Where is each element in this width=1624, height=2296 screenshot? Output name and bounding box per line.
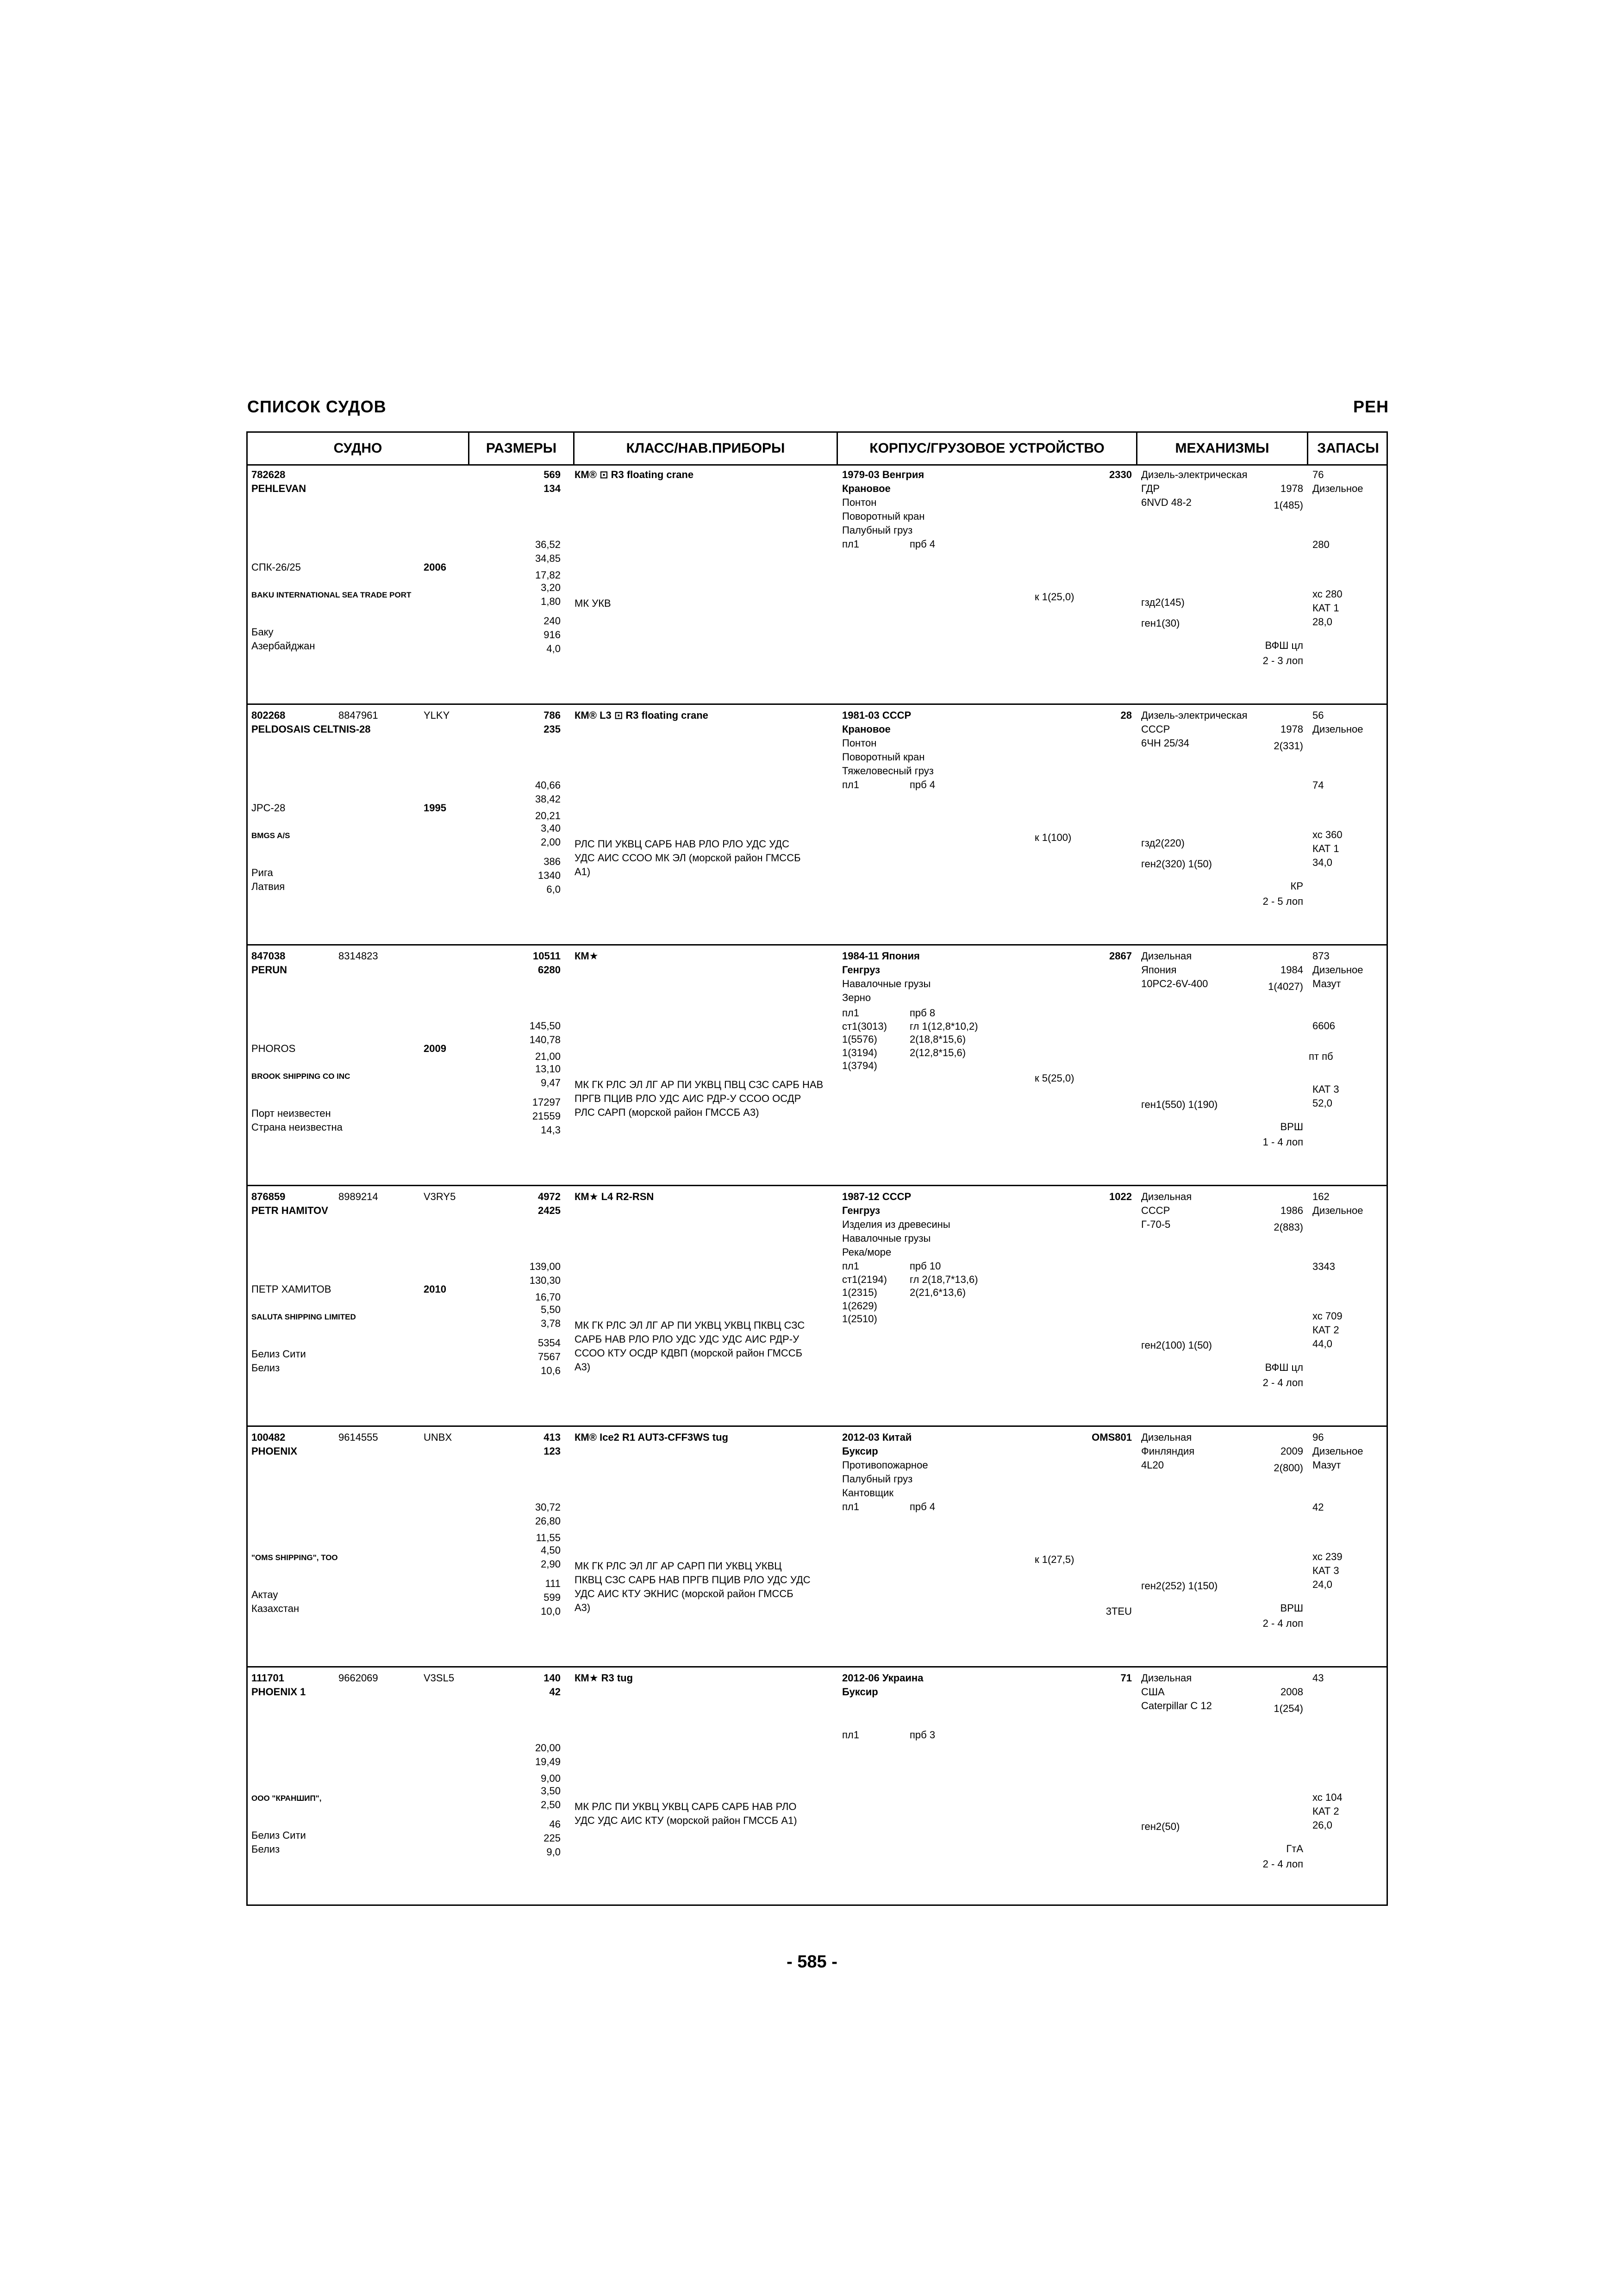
engine-info: 6ЧН 25/34 — [1141, 737, 1189, 749]
engine-info: 6NVD 48-2 — [1141, 497, 1192, 508]
boiler-info: гзд2(220) — [1141, 837, 1185, 849]
ship-imo: 8314823 — [338, 950, 378, 962]
dimension-value: 17297 — [532, 1096, 561, 1108]
dimension-value: 10,0 — [541, 1605, 561, 1617]
stock-info: Дизельное — [1312, 1205, 1363, 1216]
cargo-hatch: 2(21,6*13,6) — [910, 1287, 966, 1298]
dimension-value: 123 — [543, 1445, 561, 1457]
dimension-value: 240 — [543, 615, 561, 627]
ship-entry — [248, 1427, 1387, 1668]
ship-port: Белиз Сити — [251, 1348, 306, 1360]
stock-class: КАТ 2 — [1312, 1805, 1339, 1817]
stock-class: хс 709 — [1312, 1310, 1343, 1322]
dimension-value: 9,0 — [546, 1846, 561, 1858]
generator-info: ген2(50) — [1141, 1821, 1180, 1832]
dimension-value: 6,0 — [546, 884, 561, 895]
dimension-value: 30,72 — [535, 1501, 561, 1513]
hull-type: Изделия из древесины — [842, 1219, 950, 1230]
nav-equipment: ССОО КТУ ОСДР КДВП (морской район ГМССБ — [575, 1347, 803, 1359]
ship-country: Белиз — [251, 1362, 280, 1374]
stock-volume: 280 — [1312, 539, 1330, 550]
ship-name: PELDOSAIS CELTNIS-28 — [251, 723, 371, 735]
stock-class: КАТ 2 — [1312, 1324, 1339, 1336]
nav-equipment: УДС АИС КТУ ЭКНИС (морской район ГМССБ — [575, 1588, 793, 1599]
engine-info: ГДР — [1141, 483, 1160, 494]
ship-entry — [248, 946, 1387, 1186]
hull-number: 28 — [1120, 709, 1132, 721]
engine-count: 1(254) — [1274, 1703, 1303, 1714]
stock-class: КАТ 1 — [1312, 843, 1339, 854]
dimension-value: 19,49 — [535, 1756, 561, 1767]
stock-info: Мазут — [1312, 978, 1341, 989]
ship-former-name: PHOROS — [251, 1043, 296, 1054]
cargo-hatch: гл 2(18,7*13,6) — [910, 1273, 978, 1285]
hull-number: 71 — [1120, 1672, 1132, 1684]
engine-info: США — [1141, 1686, 1165, 1698]
dimension-value: 9,00 — [541, 1773, 561, 1784]
generator-info: ген1(30) — [1141, 617, 1180, 629]
stock-class: 28,0 — [1312, 616, 1332, 628]
engine-info: Дизельная — [1141, 950, 1192, 962]
propeller-type: ВРШ — [1280, 1602, 1303, 1614]
nav-equipment: МК РЛС ПИ УКВЦ УКВЦ САРБ САРБ НАВ РЛО — [575, 1801, 797, 1812]
dimension-value: 13,10 — [535, 1063, 561, 1075]
hull-type: Река/море — [842, 1246, 892, 1258]
hull-type: Навалочные грузы — [842, 978, 931, 989]
dimension-value: 140 — [543, 1672, 561, 1684]
generator-info: ген2(252) 1(150) — [1141, 1580, 1218, 1592]
cargo-hatch: прб 4 — [910, 1501, 936, 1512]
ship-country: Азербайджан — [251, 640, 315, 652]
nav-equipment: А1) — [575, 866, 591, 877]
dimension-value: 5,50 — [541, 1304, 561, 1315]
cargo-hold: 1(3794) — [842, 1060, 877, 1071]
nav-equipment: ПРГВ ПЦИВ РЛО УДС АИС РДР-У ССОО ОСДР — [575, 1093, 801, 1104]
stock-class: 44,0 — [1312, 1338, 1332, 1350]
ship-reg-number: 802268 — [251, 709, 286, 721]
ship-port: Актау — [251, 1589, 278, 1600]
stock-extra: пт пб — [1309, 1051, 1333, 1062]
cargo-hold: 1(5576) — [842, 1033, 877, 1045]
engine-info: 4L20 — [1141, 1459, 1164, 1471]
ship-owner: BMGS A/S — [251, 831, 290, 840]
ship-former-name: СПК-26/25 — [251, 561, 301, 573]
ship-owner: BROOK SHIPPING CO INC — [251, 1072, 350, 1081]
dimension-value: 235 — [543, 723, 561, 735]
dimension-value: 3,78 — [541, 1318, 561, 1329]
ship-class: КМ★ R3 tug — [575, 1672, 633, 1684]
cargo-hold: ст1(2194) — [842, 1273, 887, 1285]
cargo-hold: 1(2510) — [842, 1313, 877, 1325]
ship-port: Порт неизвестен — [251, 1108, 331, 1119]
cargo-hatch: прб 4 — [910, 779, 936, 790]
ship-entry — [248, 464, 1387, 705]
cargo-hatch: прб 10 — [910, 1260, 941, 1272]
dimension-value: 569 — [543, 469, 561, 480]
engine-year: 2008 — [1280, 1686, 1303, 1698]
stock-class: 52,0 — [1312, 1097, 1332, 1109]
ship-country: Казахстан — [251, 1603, 300, 1614]
hull-build-date: 1984-11 Япония — [842, 950, 920, 962]
engine-count: 2(331) — [1274, 740, 1303, 752]
dimension-value: 134 — [543, 483, 561, 494]
cargo-hatch: прб 8 — [910, 1007, 936, 1019]
engine-year: 1986 — [1280, 1205, 1303, 1216]
hull-type: Поворотный кран — [842, 751, 925, 763]
stock-info: Дизельное — [1312, 483, 1363, 494]
hull-type: Генгруз — [842, 964, 881, 976]
propeller-blades: 1 - 4 лоп — [1262, 1136, 1303, 1148]
dimension-value: 26,80 — [535, 1515, 561, 1527]
stock-info: Дизельное — [1312, 1445, 1363, 1457]
stock-class: КАТ 1 — [1312, 602, 1339, 614]
dimension-value: 36,52 — [535, 539, 561, 550]
dimension-value: 140,78 — [529, 1034, 561, 1045]
ship-build-year: 2006 — [424, 561, 446, 573]
hull-type: Поворотный кран — [842, 510, 925, 522]
hull-type: Зерно — [842, 992, 871, 1003]
engine-year: 1984 — [1280, 964, 1303, 976]
hull-number: 2330 — [1109, 469, 1132, 480]
cargo-hold: ст1(3013) — [842, 1020, 887, 1032]
stock-info: Дизельное — [1312, 964, 1363, 976]
ship-imo: 9662069 — [338, 1672, 378, 1684]
section-code: РЕН — [1353, 397, 1389, 416]
ship-build-year: 2009 — [424, 1043, 446, 1054]
propeller-type: ВФШ цл — [1265, 640, 1303, 651]
dimension-value: 4,0 — [546, 643, 561, 654]
cargo-hold: 1(2629) — [842, 1300, 877, 1312]
dimension-value: 21559 — [532, 1110, 561, 1122]
nav-equipment: УДС УДС АИС КТУ (морской район ГМССБ А1) — [575, 1815, 797, 1826]
stock-volume: 42 — [1312, 1501, 1324, 1513]
ship-port: Белиз Сити — [251, 1829, 306, 1841]
hull-type: Палубный груз — [842, 524, 913, 536]
dimension-value: 3,40 — [541, 822, 561, 834]
dimension-value: 599 — [543, 1592, 561, 1603]
dimension-value: 4972 — [538, 1191, 561, 1202]
hull-build-date: 2012-06 Украина — [842, 1672, 924, 1684]
cargo-hatch: 2(18,8*15,6) — [910, 1033, 966, 1045]
ship-country: Страна неизвестна — [251, 1121, 343, 1133]
dimension-value: 21,00 — [535, 1051, 561, 1062]
nav-equipment: МК УКВ — [575, 597, 611, 609]
stock-class: 26,0 — [1312, 1819, 1332, 1831]
col-ship: СУДНО — [333, 441, 382, 456]
propeller-blades: 2 - 4 лоп — [1262, 1618, 1303, 1629]
stock-info: 162 — [1312, 1191, 1330, 1202]
ship-reg-number: 876859 — [251, 1191, 286, 1202]
ship-country: Белиз — [251, 1843, 280, 1855]
dimension-value: 20,21 — [535, 810, 561, 821]
propeller-type: ВФШ цл — [1265, 1362, 1303, 1373]
generator-info: ген2(100) 1(50) — [1141, 1339, 1212, 1351]
dimension-value: 10511 — [533, 950, 561, 962]
dimension-value: 2425 — [538, 1205, 561, 1216]
ship-reg-number: 782628 — [251, 469, 286, 480]
dimension-value: 786 — [543, 709, 561, 721]
ship-imo: 8847961 — [338, 709, 378, 721]
engine-info: Финляндия — [1141, 1445, 1195, 1457]
ship-callsign: YLKY — [424, 709, 450, 721]
engine-count: 1(4027) — [1268, 981, 1303, 992]
dimension-value: 2,50 — [541, 1799, 561, 1811]
stock-volume: 3343 — [1312, 1261, 1335, 1272]
dimension-value: 7567 — [538, 1351, 561, 1363]
table-header — [248, 433, 1387, 466]
hull-number: 1022 — [1109, 1191, 1132, 1202]
ship-entry — [248, 705, 1387, 946]
ship-name: PHOENIX — [251, 1445, 298, 1457]
cargo-crane: к 5(25,0) — [1035, 1072, 1074, 1084]
dimension-value: 40,66 — [535, 779, 561, 791]
col-hull: КОРПУС/ГРУЗОВОЕ УСТРОЙСТВО — [869, 441, 1105, 456]
propeller-type: КР — [1290, 880, 1303, 892]
dimension-value: 413 — [543, 1431, 561, 1443]
stock-info: 56 — [1312, 709, 1324, 721]
hull-build-date: 1979-03 Венгрия — [842, 469, 924, 480]
ship-imo: 8989214 — [338, 1191, 378, 1202]
ship-reg-number: 111701 — [251, 1672, 284, 1684]
hull-type: Буксир — [842, 1686, 878, 1698]
ship-owner: ООО "КРАНШИП", — [251, 1794, 322, 1803]
ship-reg-number: 100482 — [251, 1431, 286, 1443]
dimension-value: 3,50 — [541, 1785, 561, 1797]
ship-class: КМ® L3 ⊡ R3 floating crane — [575, 709, 708, 721]
engine-info: Г-70-5 — [1141, 1219, 1171, 1230]
dimension-value: 17,82 — [535, 569, 561, 581]
hull-type: Кантовщик — [842, 1487, 893, 1499]
dimension-value: 20,00 — [535, 1742, 561, 1754]
engine-info: Дизель-электрическая — [1141, 709, 1248, 721]
engine-year: 1978 — [1280, 723, 1303, 735]
engine-info: Caterpillar C 12 — [1141, 1700, 1212, 1711]
hull-type: Противопожарное — [842, 1459, 928, 1471]
dimension-value: 11,55 — [536, 1532, 561, 1543]
nav-equipment: МК ГК РЛС ЭЛ ЛГ АР ПИ УКВЦ УКВЦ ПКВЦ СЗС — [575, 1319, 805, 1331]
ship-class: КМ★ L4 R2-RSN — [575, 1191, 654, 1202]
stock-class: хс 239 — [1312, 1551, 1343, 1562]
dimension-value: 38,42 — [535, 793, 561, 805]
ship-owner: BAKU INTERNATIONAL SEA TRADE PORT — [251, 591, 412, 599]
hull-type: Крановое — [842, 723, 891, 735]
engine-info: Дизельная — [1141, 1431, 1192, 1443]
engine-count: 2(800) — [1274, 1462, 1303, 1474]
nav-equipment: А3) — [575, 1602, 591, 1613]
dimension-value: 386 — [543, 856, 561, 867]
cargo-hatch: 2(12,8*15,6) — [910, 1046, 966, 1058]
stock-info: 873 — [1312, 950, 1330, 962]
ship-port: Рига — [251, 867, 273, 878]
cargo-hold: пл1 — [842, 1007, 859, 1019]
dimension-value: 10,6 — [541, 1365, 561, 1376]
cargo-hold: пл1 — [842, 1501, 859, 1512]
ship-entry — [248, 1668, 1387, 1908]
ship-name: PERUN — [251, 964, 287, 976]
col-class: КЛАСС/НАВ.ПРИБОРЫ — [626, 441, 785, 456]
generator-info: ген2(320) 1(50) — [1141, 858, 1212, 870]
ship-callsign: UNBX — [424, 1431, 452, 1443]
page-title: СПИСОК СУДОВ — [247, 397, 387, 416]
cargo-crane: к 1(27,5) — [1035, 1554, 1074, 1565]
cargo-hold: 1(3194) — [842, 1046, 877, 1058]
ship-country: Латвия — [251, 881, 285, 892]
cargo-crane: к 1(100) — [1035, 832, 1072, 843]
ship-former-name: JPC-28 — [251, 802, 286, 814]
ship-callsign: V3RY5 — [424, 1191, 456, 1202]
hull-type: Крановое — [842, 483, 891, 494]
dimension-value: 16,70 — [535, 1291, 561, 1303]
ship-build-year: 2010 — [424, 1283, 446, 1295]
nav-equipment: РЛС ПИ УКВЦ САРБ НАВ РЛО РЛО УДС УДС — [575, 838, 789, 850]
propeller-blades: 2 - 4 лоп — [1262, 1858, 1303, 1870]
stock-class: 34,0 — [1312, 857, 1332, 868]
ship-class: КМ® ⊡ R3 floating crane — [575, 469, 694, 480]
page-number: - 585 - — [787, 1952, 837, 1972]
dimension-value: 14,3 — [541, 1124, 561, 1136]
propeller-type: ГтА — [1286, 1843, 1303, 1854]
dimension-value: 46 — [549, 1818, 561, 1830]
dimension-value: 130,30 — [529, 1275, 561, 1286]
hull-type: Генгруз — [842, 1205, 881, 1216]
stock-class: 24,0 — [1312, 1579, 1332, 1590]
hull-type: Палубный груз — [842, 1473, 913, 1485]
ship-class: КМ® Ice2 R1 AUT3-CFF3WS tug — [575, 1431, 728, 1443]
nav-equipment: УДС АИС ССОО МК ЭЛ (морской район ГМССБ — [575, 852, 801, 864]
dimension-value: 2,00 — [541, 836, 561, 848]
cargo-hold: пл1 — [842, 1260, 859, 1272]
hull-type: Тяжеловесный груз — [842, 765, 934, 777]
hull-number: OMS801 — [1092, 1431, 1132, 1443]
cargo-hatch: прб 3 — [910, 1729, 936, 1741]
engine-info: СССР — [1141, 723, 1170, 735]
nav-equipment: ПКВЦ СЗС САРБ НАВ ПРГВ ПЦИВ РЛО УДС УДС — [575, 1574, 811, 1586]
engine-info: Дизельная — [1141, 1672, 1192, 1684]
col-mech: МЕХАНИЗМЫ — [1175, 441, 1269, 456]
engine-count: 2(883) — [1274, 1221, 1303, 1233]
dimension-value: 2,90 — [541, 1558, 561, 1570]
ship-owner: SALUTA SHIPPING LIMITED — [251, 1313, 356, 1321]
ship-name: PEHLEVAN — [251, 483, 306, 494]
engine-info: Дизельная — [1141, 1191, 1192, 1202]
cargo-hold: пл1 — [842, 538, 859, 550]
engine-year: 2009 — [1280, 1445, 1303, 1457]
stock-info: Дизельное — [1312, 723, 1363, 735]
dimension-value: 139,00 — [529, 1261, 561, 1272]
ship-port: Баку — [251, 626, 274, 638]
ship-former-name: ПЕТР ХАМИТОВ — [251, 1283, 331, 1295]
cargo-hold: 1(2315) — [842, 1287, 877, 1298]
ship-name: PETR HAMITOV — [251, 1205, 328, 1216]
nav-equipment: МК ГК РЛС ЭЛ ЛГ АР САРП ПИ УКВЦ УКВЦ — [575, 1560, 782, 1572]
propeller-blades: 2 - 3 лоп — [1262, 655, 1303, 666]
ship-entry — [248, 1186, 1387, 1427]
cargo-hold: пл1 — [842, 779, 859, 790]
stock-class: хс 360 — [1312, 829, 1343, 840]
dimension-value: 225 — [543, 1832, 561, 1844]
engine-info: 10PC2-6V-400 — [1141, 978, 1208, 989]
nav-equipment: САРБ НАВ РЛО РЛО УДС УДС УДС АИС РДР-У — [575, 1333, 800, 1345]
stock-info: 96 — [1312, 1431, 1324, 1443]
engine-info: Япония — [1141, 964, 1177, 976]
dimension-value: 1340 — [538, 870, 561, 881]
hull-type: Понтон — [842, 497, 877, 508]
ship-name: PHOENIX 1 — [251, 1686, 306, 1698]
stock-info: 43 — [1312, 1672, 1324, 1684]
generator-info: ген1(550) 1(190) — [1141, 1099, 1218, 1110]
nav-equipment: РЛС САРП (морской район ГМССБ А3) — [575, 1107, 759, 1118]
ship-reg-number: 847038 — [251, 950, 286, 962]
dimension-value: 42 — [549, 1686, 561, 1698]
stock-class: КАТ 3 — [1312, 1565, 1339, 1576]
hull-build-date: 2012-03 Китай — [842, 1431, 912, 1443]
dimension-value: 1,80 — [541, 596, 561, 607]
container-capacity: 3TEU — [1106, 1605, 1132, 1617]
hull-type: Навалочные грузы — [842, 1232, 931, 1244]
propeller-blades: 2 - 5 лоп — [1262, 896, 1303, 907]
engine-count: 1(485) — [1274, 499, 1303, 511]
cargo-crane: к 1(25,0) — [1035, 591, 1074, 603]
ship-class: КМ★ — [575, 950, 599, 962]
ship-callsign: V3SL5 — [424, 1672, 455, 1684]
hull-build-date: 1981-03 СССР — [842, 709, 912, 721]
hull-build-date: 1987-12 СССР — [842, 1191, 912, 1202]
hull-type: Понтон — [842, 737, 877, 749]
dimension-value: 5354 — [538, 1337, 561, 1349]
dimension-value: 34,85 — [535, 553, 561, 564]
ship-owner: "OMS SHIPPING", ТОО — [251, 1553, 338, 1562]
dimension-value: 145,50 — [529, 1020, 561, 1032]
dimension-value: 111 — [545, 1578, 561, 1589]
cargo-hold: пл1 — [842, 1729, 859, 1741]
stock-class: КАТ 3 — [1312, 1083, 1339, 1095]
ship-table — [246, 431, 1388, 1906]
propeller-type: ВРШ — [1280, 1121, 1303, 1132]
engine-info: СССР — [1141, 1205, 1170, 1216]
dimension-value: 916 — [543, 629, 561, 641]
hull-type: Буксир — [842, 1445, 878, 1457]
propeller-blades: 2 - 4 лоп — [1262, 1377, 1303, 1388]
dimension-value: 9,47 — [541, 1077, 561, 1089]
engine-year: 1978 — [1280, 483, 1303, 494]
boiler-info: гзд2(145) — [1141, 597, 1185, 608]
engine-info: Дизель-электрическая — [1141, 469, 1248, 480]
cargo-hatch: прб 4 — [910, 538, 936, 550]
stock-info: Мазут — [1312, 1459, 1341, 1471]
col-stock: ЗАПАСЫ — [1317, 441, 1379, 456]
dimension-value: 6280 — [538, 964, 561, 976]
nav-equipment: МК ГК РЛС ЭЛ ЛГ АР ПИ УКВЦ ПВЦ СЗС САРБ НАВ — [575, 1079, 824, 1090]
ship-build-year: 1995 — [424, 802, 446, 814]
stock-class: хс 280 — [1312, 588, 1343, 600]
stock-volume: 6606 — [1312, 1020, 1335, 1032]
dimension-value: 3,20 — [541, 582, 561, 593]
stock-info: 76 — [1312, 469, 1324, 480]
dimension-value: 4,50 — [541, 1544, 561, 1556]
ship-imo: 9614555 — [338, 1431, 378, 1443]
cargo-hatch: гл 1(12,8*10,2) — [910, 1020, 978, 1032]
stock-class: хс 104 — [1312, 1792, 1343, 1803]
stock-volume: 74 — [1312, 779, 1324, 791]
nav-equipment: А3) — [575, 1361, 591, 1373]
hull-number: 2867 — [1109, 950, 1132, 962]
col-dims: РАЗМЕРЫ — [486, 441, 557, 456]
